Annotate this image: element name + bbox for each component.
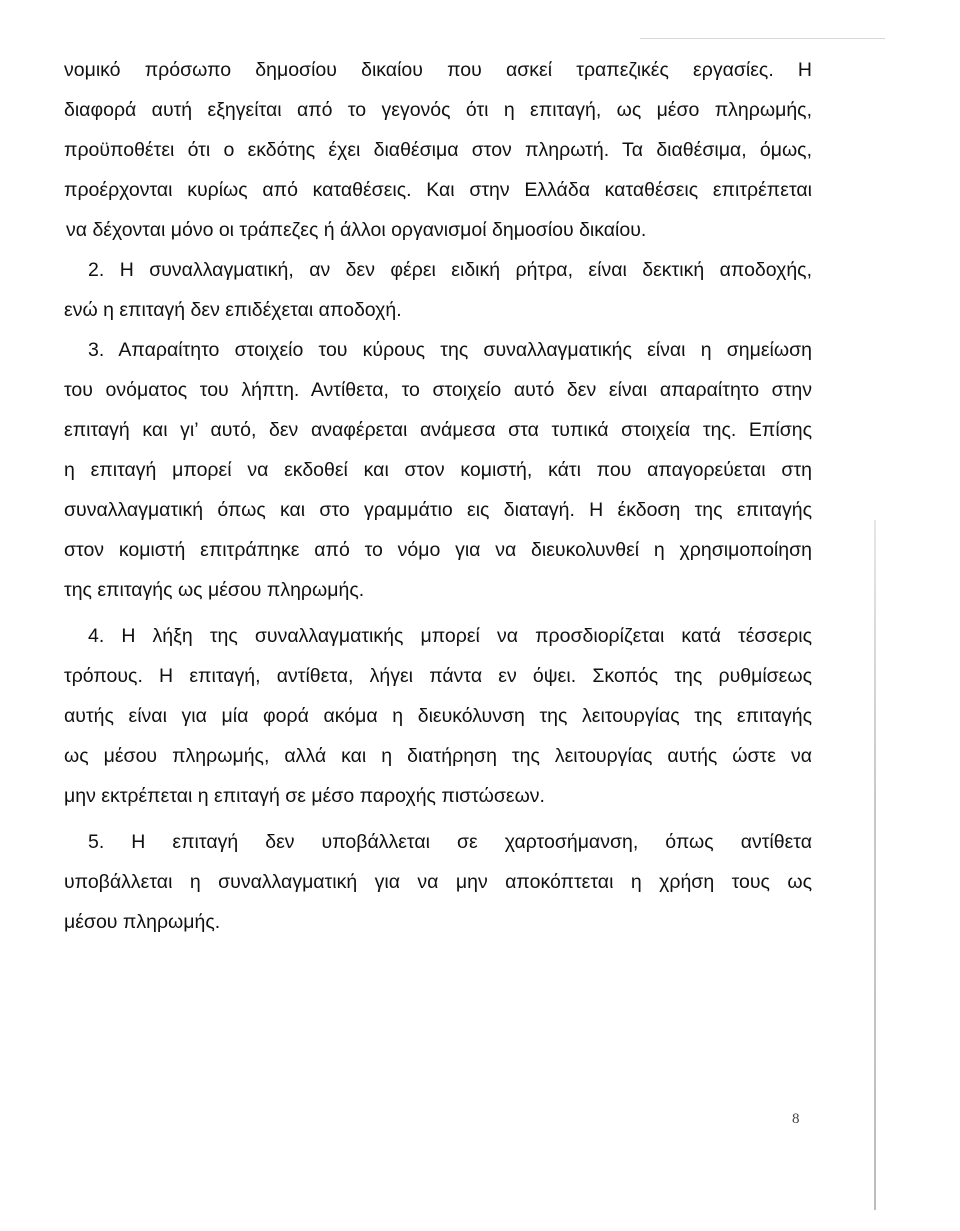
text-line: 5. Η επιταγή δεν υποβάλλεται σε χαρτοσήμανση, όπως αντίθετα <box>88 831 812 853</box>
body-text <box>64 50 812 942</box>
text-line: υποβάλλεται η συναλλαγματική για να μην αποκόπτεται η χρήση τους ως <box>64 871 812 893</box>
text-line: στον κομιστή επιτράπηκε από το νόμο για να διευκολυνθεί η χρησιμοποίηση <box>64 539 812 561</box>
text-line: τρόπους. Η επιταγή, αντίθετα, λήγει πάντα εν όψει. Σκοπός της ρυθμίσεως <box>64 665 812 687</box>
scan-right-edge <box>874 520 876 1210</box>
text-line: προϋποθέτει ότι ο εκδότης έχει διαθέσιμα στον πληρωτή. Τα διαθέσιμα, όμως, <box>64 139 812 161</box>
text-line: 3. Απαραίτητο στοιχείο του κύρους της συναλλαγματικής είναι η σημείωση <box>88 339 812 361</box>
scan-top-rule <box>640 38 885 39</box>
page-number: 8 <box>792 1111 800 1127</box>
text-line: νομικό πρόσωπο δημοσίου δικαίου που ασκεί τραπεζικές εργασίες. Η <box>64 59 812 81</box>
text-line: προέρχονται κυρίως από καταθέσεις. Και στην Ελλάδα καταθέσεις επιτρέπεται <box>64 179 812 201</box>
text-line: του ονόματος του λήπτη. Αντίθετα, το στοιχείο αυτό δεν είναι απαραίτητο στην <box>64 379 812 401</box>
text-line: ως μέσου πληρωμής, αλλά και η διατήρηση της λειτουργίας αυτής ώστε να <box>64 745 812 767</box>
text-line: ενώ η επιταγή δεν επιδέχεται αποδοχή. <box>64 299 402 321</box>
text-line: μέσου πληρωμής. <box>64 911 221 933</box>
text-line: 2. Η συναλλαγματική, αν δεν φέρει ειδική ρήτρα, είναι δεκτική αποδοχής, <box>88 259 812 281</box>
text-line: διαφορά αυτή εξηγείται από το γεγονός ότι η επιταγή, ως μέσο πληρωμής, <box>64 99 812 121</box>
text-line: η επιταγή μπορεί να εκδοθεί και στον κομιστή, κάτι που απαγορεύεται στη <box>64 459 812 481</box>
text-line: της επιταγής ως μέσου πληρωμής. <box>64 579 365 601</box>
text-line: αυτής είναι για μία φορά ακόμα η διευκόλυνση της λειτουργίας της επιταγής <box>64 705 812 727</box>
text-line: επιταγή και γι’ αυτό, δεν αναφέρεται ανάμεσα στα τυπικά στοιχεία της. Επίσης <box>64 419 812 441</box>
text-line: να δέχονται μόνο οι τράπεζες ή άλλοι οργανισμοί δημοσίου δικαίου. <box>66 219 647 241</box>
text-line: 4. Η λήξη της συναλλαγματικής μπορεί να προσδιορίζεται κατά τέσσερις <box>88 625 812 647</box>
text-line: συναλλαγματική όπως και στο γραμμάτιο εις διαταγή. Η έκδοση της επιταγής <box>64 499 812 521</box>
text-line: μην εκτρέπεται η επιταγή σε μέσο παροχής πιστώσεων. <box>64 785 545 807</box>
